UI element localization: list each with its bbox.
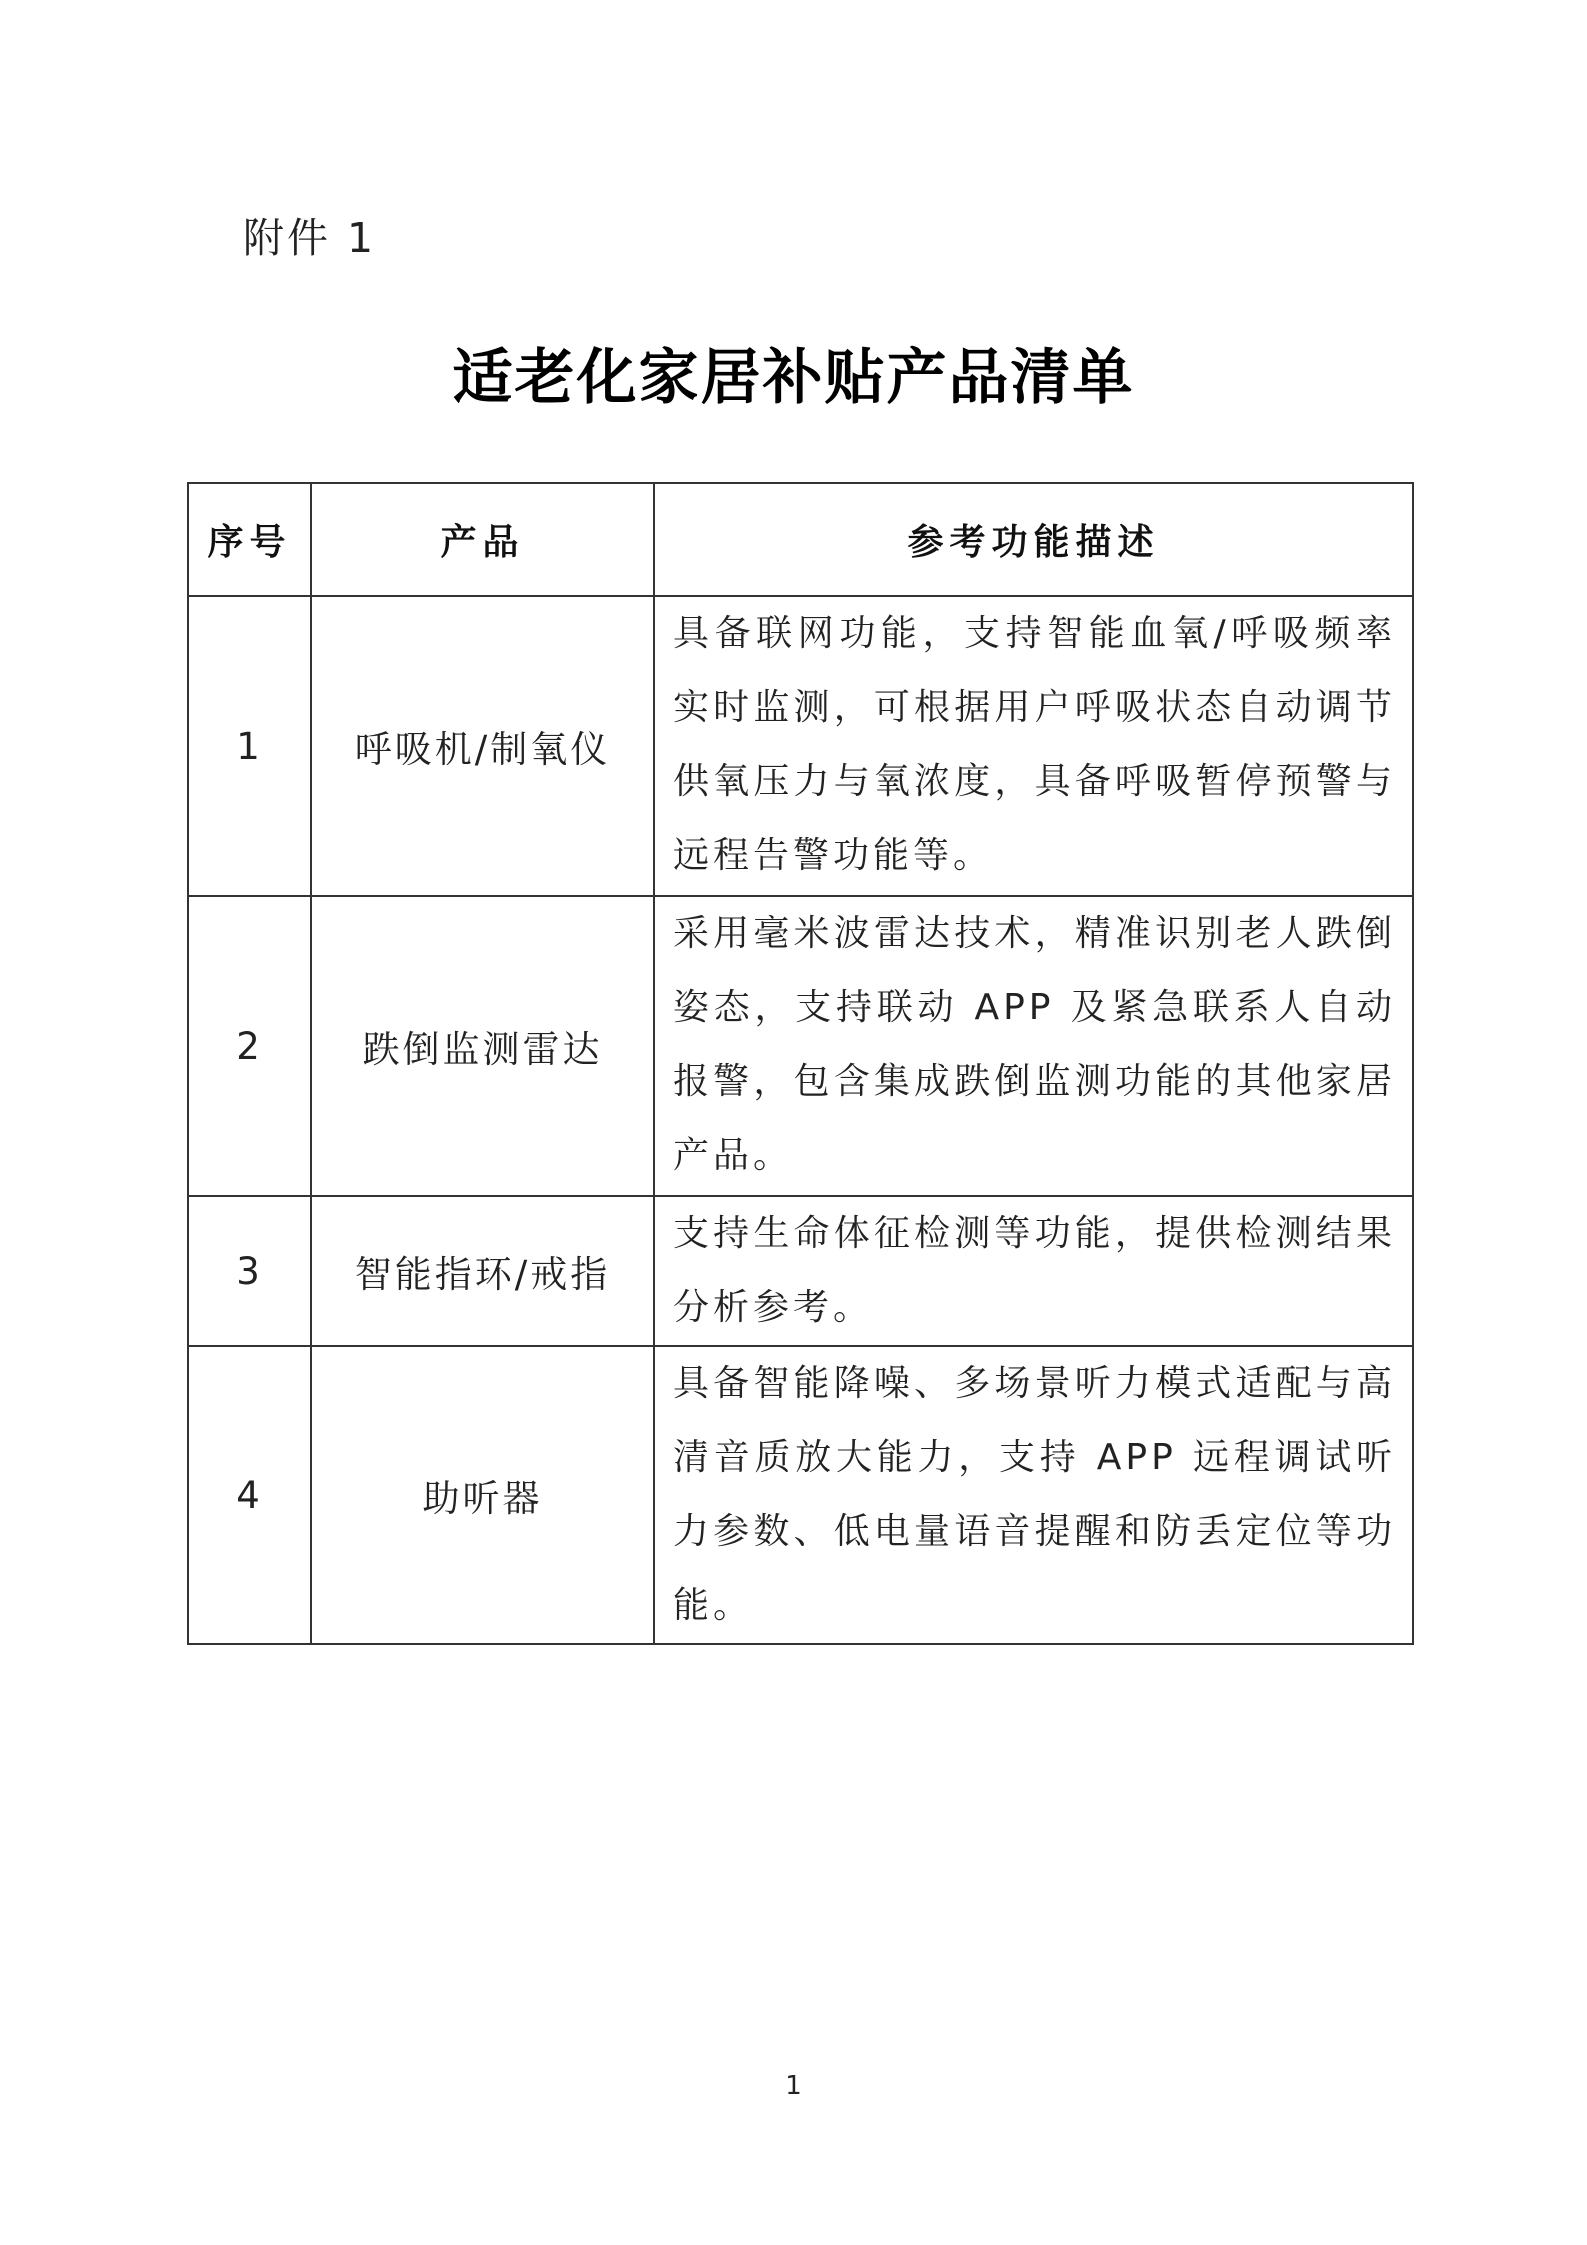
- product-table: [187, 482, 1414, 1645]
- document-title: 适老化家居补贴产品清单: [452, 343, 1135, 413]
- product-name: 助听器: [311, 1346, 654, 1644]
- header-product: 产品: [311, 483, 654, 596]
- header-description: 参考功能描述: [654, 483, 1413, 596]
- row-number: 1: [188, 596, 311, 896]
- function-description: 具备智能降噪、多场景听力模式适配与高清音质放大能力，支持 APP 远程调试听力参数、低电量语音提醒和防丢定位等功能。: [654, 1346, 1413, 1644]
- table-row: [188, 1196, 1413, 1346]
- page-number: 1: [785, 2071, 802, 2101]
- row-number: 2: [188, 896, 311, 1196]
- table-header-row: [188, 483, 1413, 596]
- product-name: 跌倒监测雷达: [311, 896, 654, 1196]
- row-number: 3: [188, 1196, 311, 1346]
- attachment-label: 附件 1: [243, 214, 377, 262]
- header-no: 序号: [188, 483, 311, 596]
- table-row: [188, 896, 1413, 1196]
- product-name: 智能指环/戒指: [311, 1196, 654, 1346]
- function-description: 采用毫米波雷达技术，精准识别老人跌倒姿态，支持联动 APP 及紧急联系人自动报警，包含集成跌倒监测功能的其他家居产品。: [654, 896, 1413, 1196]
- function-description: 具备联网功能，支持智能血氧/呼吸频率实时监测，可根据用户呼吸状态自动调节供氧压力与氧浓度，具备呼吸暂停预警与远程告警功能等。: [654, 596, 1413, 896]
- function-description: 支持生命体征检测等功能，提供检测结果分析参考。: [654, 1196, 1413, 1346]
- product-name: 呼吸机/制氧仪: [311, 596, 654, 896]
- table-row: [188, 596, 1413, 896]
- row-number: 4: [188, 1346, 311, 1644]
- table-row: [188, 1346, 1413, 1644]
